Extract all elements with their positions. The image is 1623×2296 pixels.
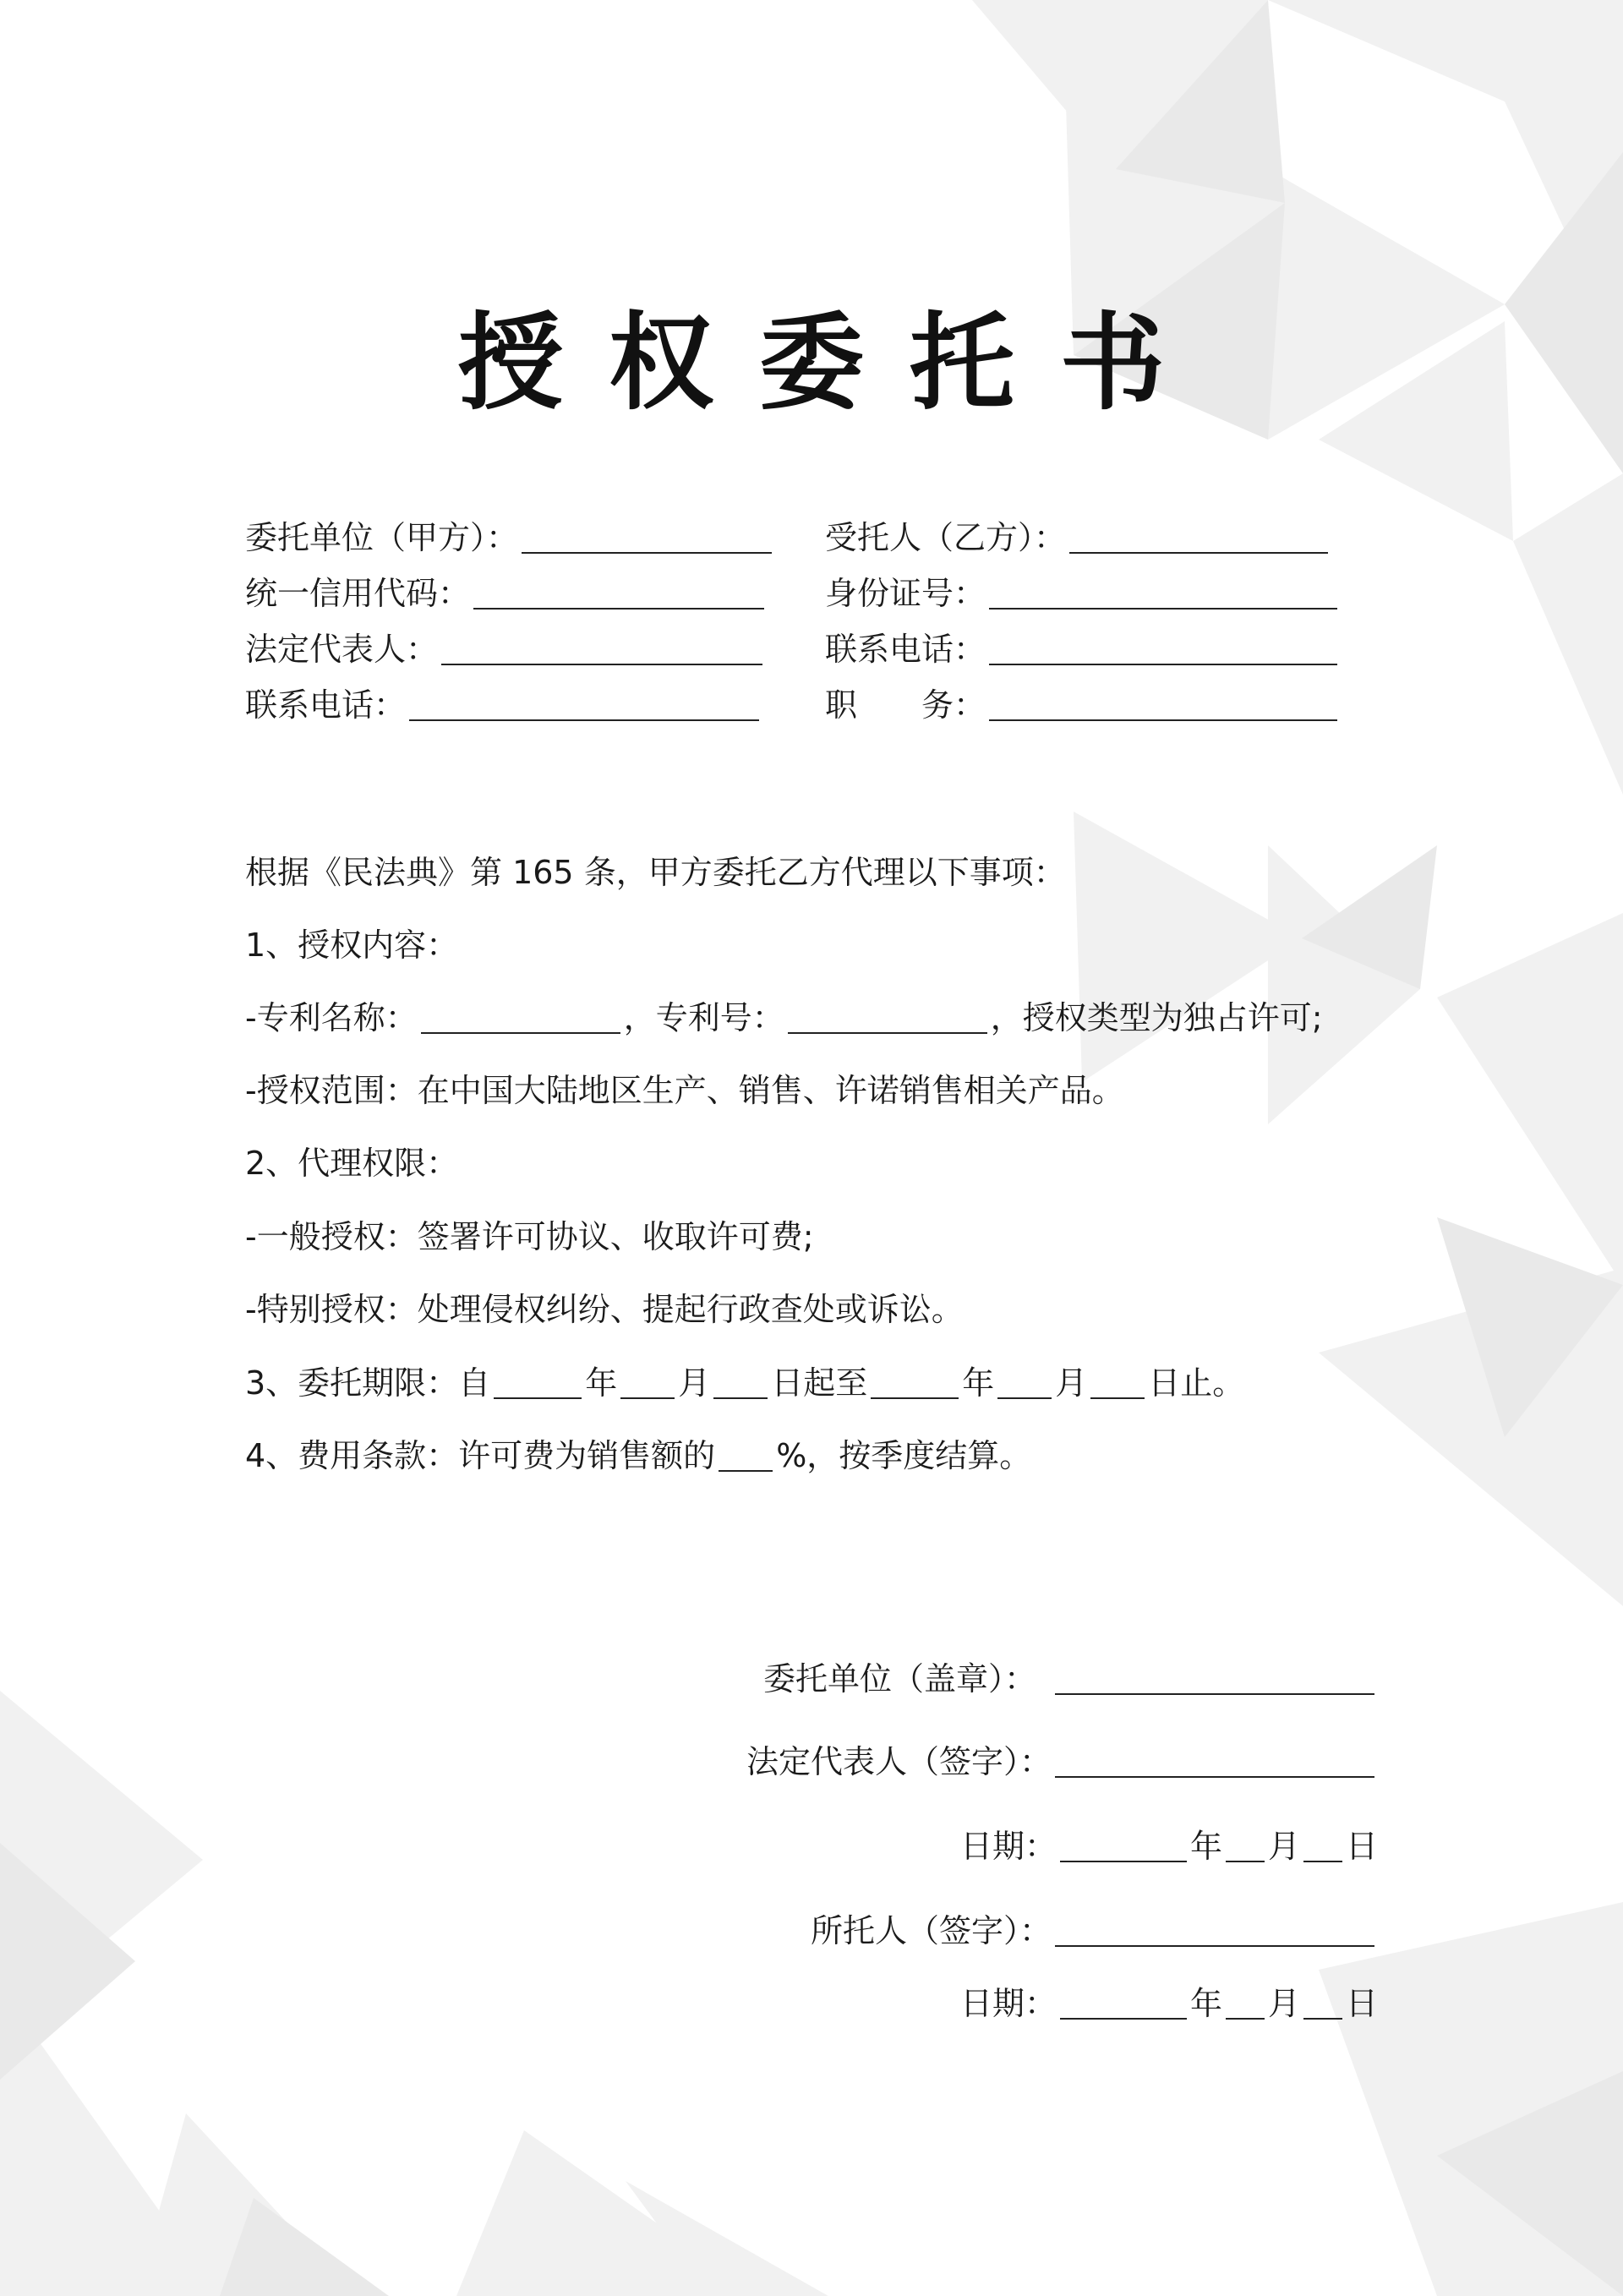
legal-rep-label: 法定代表人： [245,631,439,668]
date-1-day-blank[interactable] [1303,1827,1342,1862]
date-1-month-unit: 月 [1267,1828,1300,1865]
principal-phone-label: 联系电话： [245,686,407,724]
term-end-day-blank[interactable] [1090,1364,1145,1399]
position-field [825,683,1341,727]
term-end-year-blank[interactable] [871,1364,959,1399]
term-month-unit: 月 [678,1364,711,1402]
legal-rep-sign-blank[interactable] [1055,1742,1374,1778]
term-start-day-unit: 日起至 [771,1364,868,1402]
principal-unit-label: 委托单位（甲方）： [245,519,519,556]
agent-blank[interactable] [1069,518,1328,554]
document-title: 授权委托书 [457,303,1210,424]
credit-code-blank[interactable] [473,574,764,610]
term-start-day-blank[interactable] [713,1364,768,1399]
term-end-year-unit: 年 [962,1364,995,1402]
term-start-year-blank[interactable] [494,1364,582,1399]
principal-unit-field [245,516,775,560]
patent-name-label: -专利名称： [245,999,418,1036]
patent-no-blank[interactable] [788,998,987,1034]
special-authorization-line: -特别授权：处理侵权纠纷、提起行政查处或诉讼。 [245,1291,964,1328]
date-1-year-unit: 年 [1189,1828,1222,1865]
seal-line [763,1657,1378,1701]
patent-name-blank[interactable] [421,998,620,1034]
section-1-heading: 1、授权内容： [245,927,459,964]
scope-line: -授权范围：在中国大陆地区生产、销售、许诺销售相关产品。 [245,1072,1124,1109]
id-number-label: 身份证号： [825,575,986,612]
term-line [245,1361,1244,1405]
legal-rep-blank[interactable] [441,630,762,665]
date-2-year-blank[interactable] [1060,1984,1187,2020]
date-line-2 [960,1982,1378,2025]
date-1-month-blank[interactable] [1226,1827,1265,1862]
date-1-year-blank[interactable] [1060,1827,1187,1862]
date-2-day-unit: 日 [1345,1985,1378,2022]
date-2-day-blank[interactable] [1303,1984,1342,2020]
date-2-month-blank[interactable] [1226,1984,1265,2020]
legal-rep-sign-label: 法定代表人（签字）： [746,1743,1052,1780]
agent-sign-blank[interactable] [1055,1911,1374,1947]
term-year-unit: 年 [585,1364,618,1402]
id-number-field [825,571,1341,615]
date-1-day-unit: 日 [1345,1828,1378,1865]
credit-code-field [245,571,768,615]
fee-line [245,1434,1031,1478]
agent-field [825,516,1331,560]
principal-phone-blank[interactable] [409,686,759,721]
patent-no-label: ，专利号： [623,999,784,1036]
fee-prefix: 4、费用条款：许可费为销售额的 [245,1437,716,1474]
principal-unit-blank[interactable] [522,518,772,554]
fee-suffix: %，按季度结算。 [776,1437,1032,1474]
date-label-2: 日期： [959,1985,1057,2022]
date-2-month-unit: 月 [1267,1985,1300,2022]
agent-sign-line [811,1909,1378,1953]
license-type-text: ，授权类型为独占许可; [990,999,1323,1036]
agent-phone-label: 联系电话： [825,631,986,668]
term-prefix: 3、委托期限：自 [245,1364,491,1402]
date-2-year-unit: 年 [1189,1985,1222,2022]
patent-line [245,996,1323,1040]
date-label-1: 日期： [959,1828,1057,1865]
term-end-month-blank[interactable] [997,1364,1052,1399]
position-blank[interactable] [989,686,1337,721]
agent-phone-field [825,627,1341,671]
legal-rep-field [245,627,766,671]
principal-phone-field [245,683,762,727]
legal-rep-sign-line [746,1740,1378,1784]
term-end-day-unit: 日止。 [1148,1364,1245,1402]
credit-code-label: 统一信用代码： [245,575,471,612]
agent-phone-blank[interactable] [989,630,1337,665]
fee-percent-blank[interactable] [719,1436,773,1472]
seal-blank[interactable] [1055,1659,1374,1695]
date-line-1 [960,1824,1378,1868]
section-2-heading: 2、代理权限： [245,1145,459,1182]
general-authorization-line: -一般授权：签署许可协议、收取许可费; [245,1218,814,1255]
seal-label: 委托单位（盖章）： [762,1660,1036,1697]
term-start-month-blank[interactable] [620,1364,675,1399]
id-number-blank[interactable] [989,574,1337,610]
position-label: 职 务： [825,686,986,724]
intro-paragraph: 根据《民法典》第 165 条，甲方委托乙方代理以下事项： [245,854,1066,891]
agent-sign-label: 所托人（签字）： [810,1912,1052,1949]
agent-label: 受托人（乙方）： [825,519,1067,556]
term-end-month-unit: 月 [1055,1364,1088,1402]
